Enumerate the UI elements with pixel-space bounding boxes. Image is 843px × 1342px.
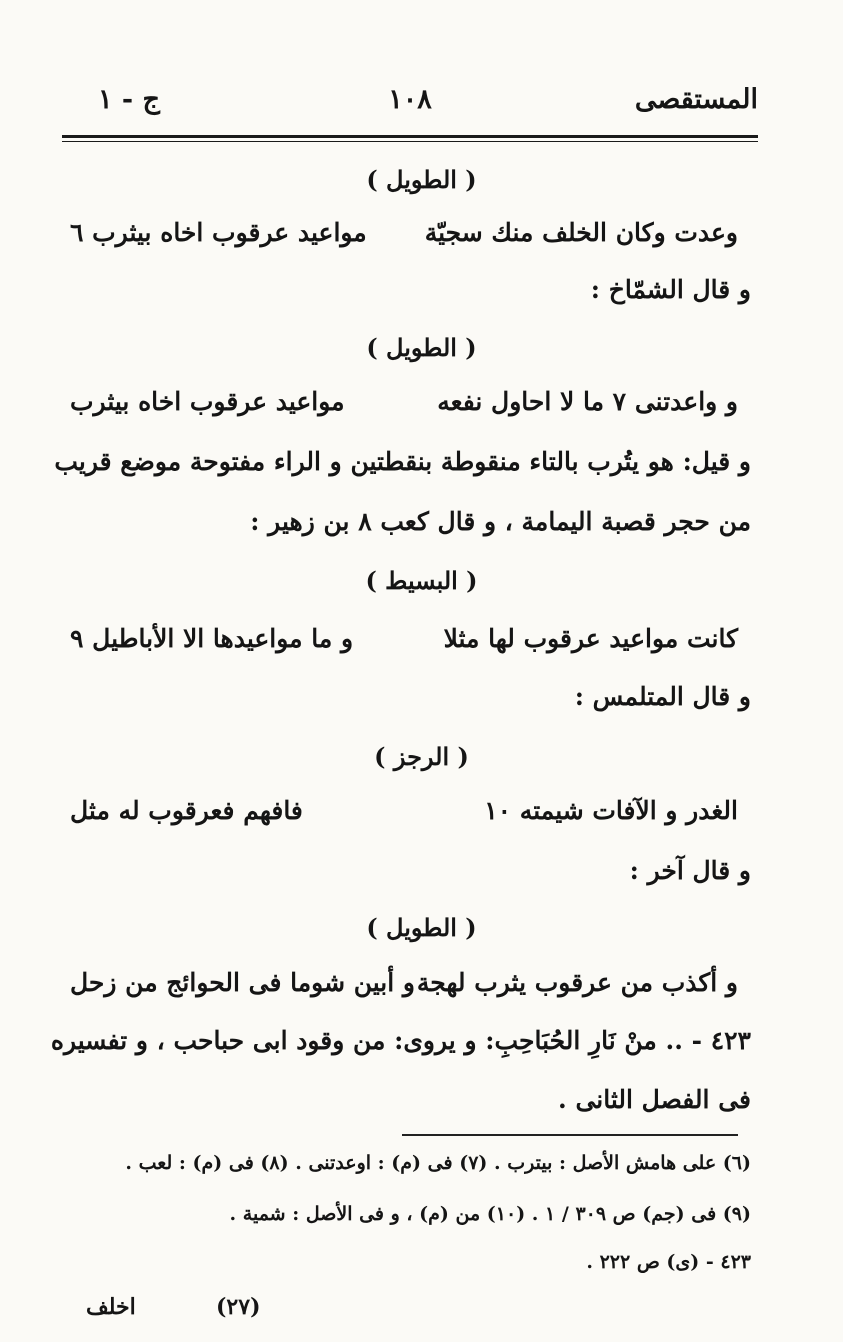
signature-number: (٢٧) — [216, 1294, 261, 1320]
footnote: (٦) على هامش الأصل : بيترب . (٧) فى (م) : اوعدتنى . (٨) فى (م) : لعب . — [125, 1152, 751, 1174]
verse-hemistich-second: و أبين شوما فى الحوائج من زحل — [70, 968, 415, 997]
page-number: ١٠٨ — [388, 84, 432, 115]
meter-label: ( الطويل ) — [366, 333, 477, 362]
verse-hemistich-second: فافهم فعرقوب له مثل — [70, 796, 303, 825]
verse-hemistich-second: و ما مواعيدها الا الأباطيل ٩ — [70, 624, 354, 653]
prose-line: و قيل: هو يتُرب بالتاء منقوطة بنقطتين و الراء مفتوحة موضع قريب — [54, 447, 751, 476]
page-header — [62, 84, 758, 134]
volume-label: ج - ١ — [98, 84, 160, 115]
verse-line — [70, 218, 738, 247]
header-rule-thin — [62, 141, 758, 142]
verse-hemistich-first: الغدر و الآفات شيمته ١٠ — [484, 796, 738, 825]
verse-line — [70, 968, 738, 997]
verse-line — [70, 624, 738, 653]
verse-line — [70, 387, 738, 416]
meter-label: ( الطويل ) — [366, 913, 477, 942]
poet-intro: و قال آخر : — [629, 856, 751, 885]
verse-hemistich-first: و أكذب من عرقوب يثرب لهجة — [416, 968, 738, 997]
footnote: (٩) فى (جم) ص ٣٠٩ / ١ . (١٠) من (م) ، و فى الأصل : شمية . — [229, 1203, 751, 1225]
prose-line: من حجر قصبة اليمامة ، و قال كعب ٨ بن زهير : — [250, 507, 751, 536]
verse-hemistich-second: مواعيد عرقوب اخاه بيثرب ٦ — [70, 218, 367, 247]
footnote-rule — [402, 1134, 738, 1136]
entry-text: فى الفصل الثانى . — [558, 1085, 751, 1114]
catchword: اخلف — [86, 1294, 136, 1320]
header-rule-thick — [62, 135, 758, 138]
poet-intro: و قال المتلمس : — [574, 682, 751, 711]
entry-text: ٤٢٣ - .. منْ نَارِ الحُبَاحِبِ: و يروى: من وقود ابى حباحب ، و تفسيره — [50, 1026, 751, 1055]
verse-hemistich-first: كانت مواعيد عرقوب لها مثلا — [443, 624, 738, 653]
running-title: المستقصى — [634, 84, 758, 115]
verse-hemistich-second: مواعيد عرقوب اخاه بيثرب — [70, 387, 345, 416]
meter-label: ( الرجز ) — [374, 742, 469, 771]
poet-intro: و قال الشمّاخ : — [590, 275, 751, 304]
meter-label: ( الطويل ) — [366, 165, 477, 194]
verse-hemistich-first: وعدت وكان الخلف منك سجيّة — [424, 218, 738, 247]
footnote: ٤٢٣ - (ى) ص ٢٢٢ . — [586, 1251, 751, 1273]
verse-hemistich-first: و واعدتنى ٧ ما لا احاول نفعه — [437, 387, 738, 416]
verse-line — [70, 796, 738, 825]
meter-label: ( البسيط ) — [365, 566, 478, 595]
